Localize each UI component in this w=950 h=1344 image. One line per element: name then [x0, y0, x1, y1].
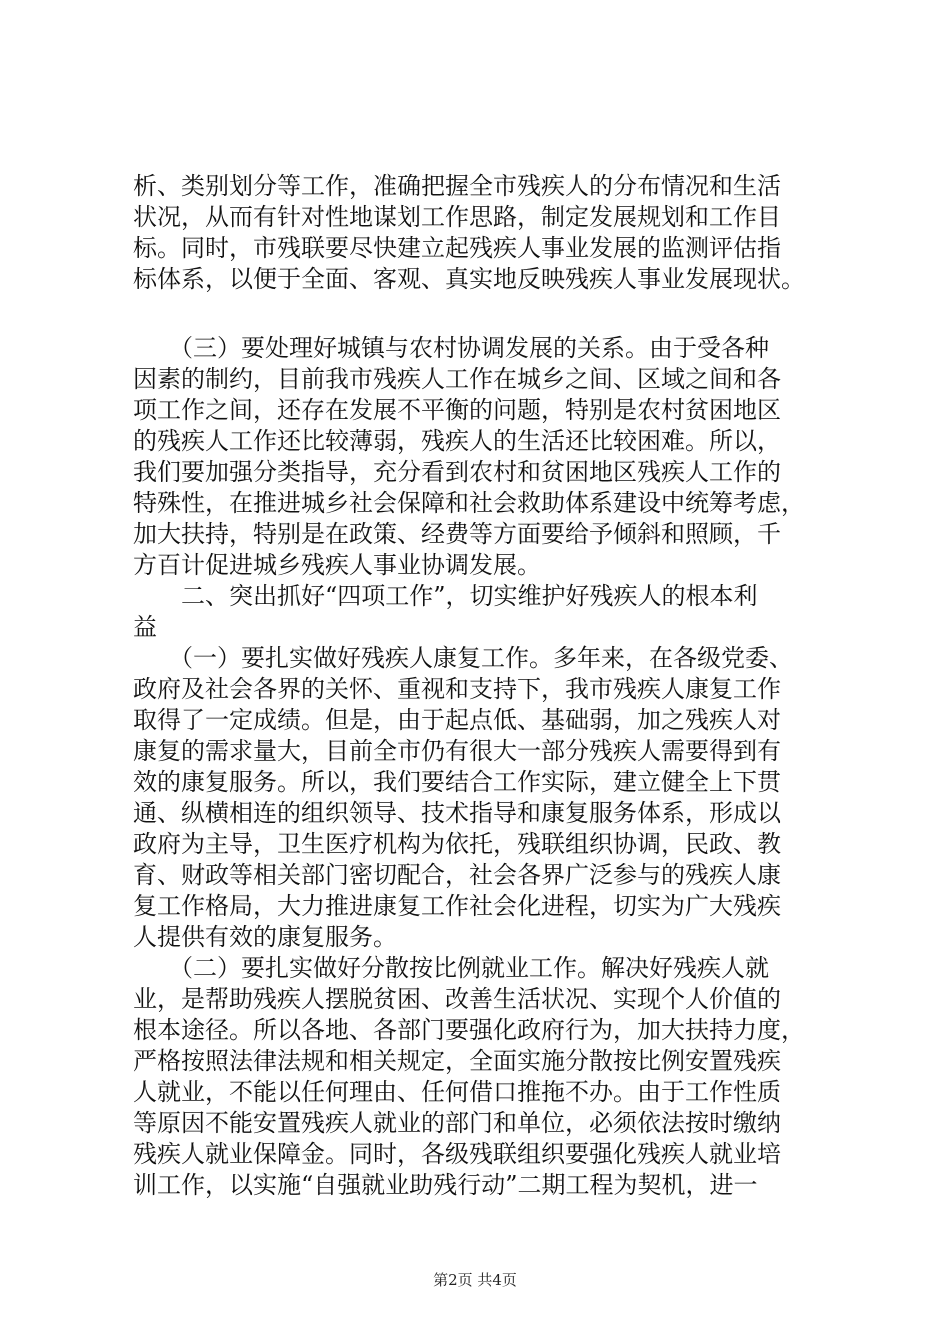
- text-line: 因素的制约，目前我市残疾人工作在城乡之间、区域之间和各: [133, 365, 781, 393]
- text-line: 标体系，以便于全面、客观、真实地反映残疾人事业发展现状。: [133, 265, 805, 293]
- text-line: 特殊性，在推进城乡社会保障和社会救助体系建设中统筹考虑，: [133, 489, 805, 517]
- heading-line: 益: [133, 613, 157, 641]
- text-line: 政府及社会各界的关怀、重视和支持下，我市残疾人康复工作: [133, 675, 781, 703]
- text-line: 项工作之间，还存在发展不平衡的问题，特别是农村贫困地区: [133, 396, 781, 424]
- text-line: 通、纵横相连的组织领导、技术指导和康复服务体系，形成以: [133, 799, 781, 827]
- text-line: 育、财政等相关部门密切配合，社会各界广泛参与的残疾人康: [133, 861, 781, 889]
- text-line: 根本途径。所以各地、各部门要强化政府行为，加大扶持力度，: [133, 1016, 805, 1044]
- text-line: 加大扶持，特别是在政策、经费等方面要给予倾斜和照顾，千: [133, 520, 781, 548]
- paragraph-4: [133, 953, 853, 1201]
- text-line: 取得了一定成绩。但是，由于起点低、基础弱，加之残疾人对: [133, 706, 781, 734]
- text-line: 人就业，不能以任何理由、任何借口推拖不办。由于工作性质: [133, 1078, 781, 1106]
- text-line: 复工作格局，大力推进康复工作社会化进程，切实为广大残疾: [133, 892, 781, 920]
- text-line: （三）要处理好城镇与农村协调发展的关系。由于受各种: [133, 334, 769, 362]
- text-line: 的残疾人工作还比较薄弱，残疾人的生活还比较困难。所以，: [133, 427, 781, 455]
- heading-line: 二、突出抓好“四项工作”，切实维护好残疾人的根本利: [133, 582, 758, 610]
- text-line: 状况，从而有针对性地谋划工作思路，制定发展规划和工作目: [133, 203, 781, 231]
- page-number-footer: 第2页 共4页: [433, 1271, 517, 1289]
- text-line: （一）要扎实做好残疾人康复工作。多年来，在各级党委、: [133, 644, 793, 672]
- section-heading: [133, 581, 853, 643]
- text-line: 残疾人就业保障金。同时，各级残联组织要强化残疾人就业培: [133, 1140, 781, 1168]
- text-line: 方百计促进城乡残疾人事业协调发展。: [133, 551, 541, 579]
- document-body: [133, 171, 853, 1201]
- text-line: 业，是帮助残疾人摆脱贫困、改善生活状况、实现个人价值的: [133, 985, 781, 1013]
- text-line: （二）要扎实做好分散按比例就业工作。解决好残疾人就: [133, 954, 769, 982]
- text-line: 我们要加强分类指导，充分看到农村和贫困地区残疾人工作的: [133, 458, 781, 486]
- text-line: 效的康复服务。所以，我们要结合工作实际，建立健全上下贯: [133, 768, 781, 796]
- paragraph-gap: [133, 295, 853, 333]
- text-line: 政府为主导，卫生医疗机构为依托，残联组织协调，民政、教: [133, 830, 781, 858]
- text-line: 训工作，以实施“自强就业助残行动”二期工程为契机，进一: [133, 1171, 758, 1199]
- paragraph-1: [133, 171, 853, 295]
- text-line: 人提供有效的康复服务。: [133, 923, 397, 951]
- paragraph-2: [133, 333, 853, 581]
- text-line: 标。同时，市残联要尽快建立起残疾人事业发展的监测评估指: [133, 234, 781, 262]
- text-line: 等原因不能安置残疾人就业的部门和单位，必须依法按时缴纳: [133, 1109, 781, 1137]
- paragraph-3: [133, 643, 853, 953]
- text-line: 康复的需求量大，目前全市仍有很大一部分残疾人需要得到有: [133, 737, 781, 765]
- text-line: 析、类别划分等工作，准确把握全市残疾人的分布情况和生活: [133, 172, 781, 200]
- text-line: 严格按照法律法规和相关规定，全面实施分散按比例安置残疾: [133, 1047, 781, 1075]
